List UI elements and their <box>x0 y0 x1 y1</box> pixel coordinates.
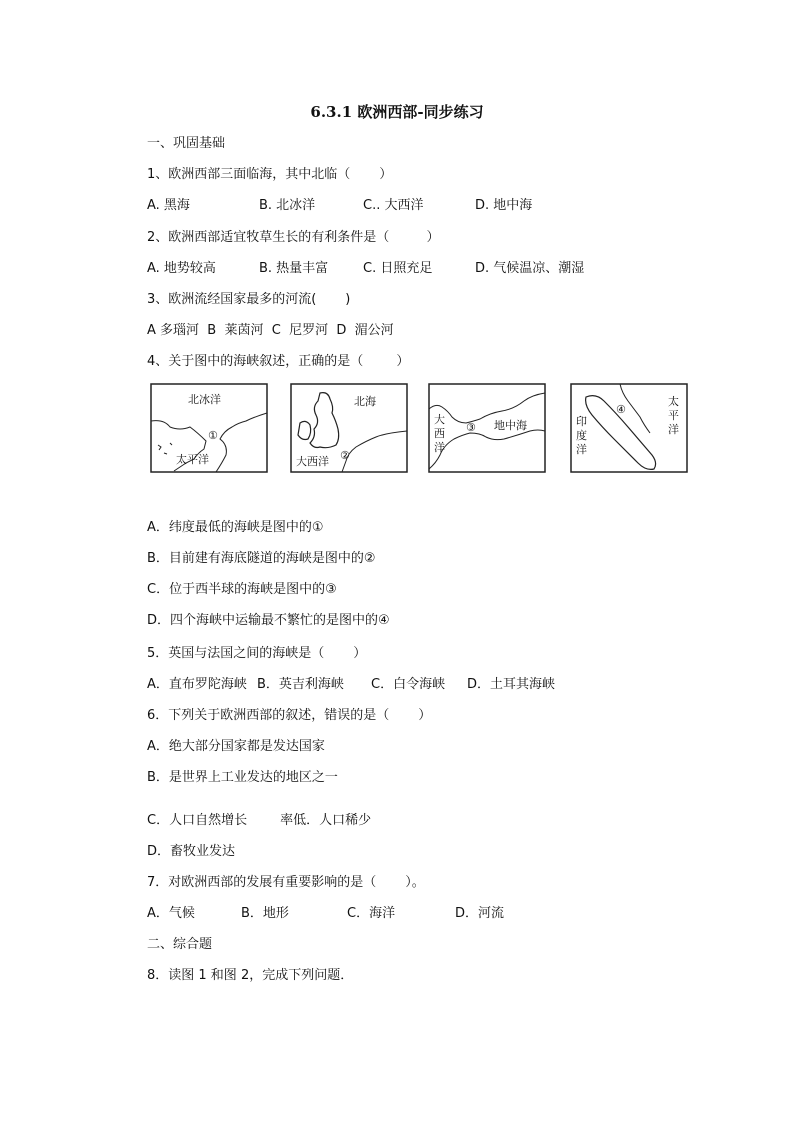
option-b: B. 北冰洋 <box>259 198 316 213</box>
option-b: B. 热量丰富 <box>259 261 329 276</box>
map-1-label-marker: ① <box>208 429 218 442</box>
map-4-label-east-2: 平 <box>668 409 679 422</box>
option-b: B．地形 <box>241 906 289 921</box>
map-malacca-strait <box>570 383 688 473</box>
map-3-label-west-3: 洋 <box>434 441 445 454</box>
map-english-channel <box>290 383 408 473</box>
map-2-label-west: 大西洋 <box>296 455 329 468</box>
question-6-option-b: B．是世界上工业发达的地区之一 <box>147 770 338 785</box>
question-4-option-b: B．目前建有海底隧道的海峡是图中的② <box>147 551 376 566</box>
map-4-label-marker: ④ <box>616 403 626 416</box>
option-d: D. 气候温凉、潮湿 <box>475 261 585 276</box>
option-b: B．英吉利海峡 <box>257 677 344 692</box>
map-2-label-north: 北海 <box>354 395 376 408</box>
option-c: C. 日照充足 <box>363 261 433 276</box>
question-4-option-c: C．位于西半球的海峡是图中的③ <box>147 582 337 597</box>
map-3-label-marker: ③ <box>466 421 476 434</box>
question-6-option-d: D．畜牧业发达 <box>147 844 236 859</box>
map-1-figure <box>150 383 268 473</box>
option-d: D．土耳其海峡 <box>467 677 556 692</box>
section-heading-comprehensive: 二、综合题 <box>147 937 213 952</box>
option-d: D．河流 <box>455 906 505 921</box>
map-bering-strait <box>150 383 268 473</box>
map-4-label-west-2: 度 <box>576 429 587 442</box>
map-2-label-marker: ② <box>340 449 350 462</box>
question-6-stem: 6．下列关于欧洲西部的叙述，错误的是（ ） <box>147 708 432 723</box>
strait-maps <box>150 383 695 477</box>
map-1-label-north: 北冰洋 <box>188 393 221 406</box>
option-a: A．直布罗陀海峡 <box>147 677 247 692</box>
map-4-label-west-3: 洋 <box>576 443 587 456</box>
question-6-option-a: A．绝大部分国家都是发达国家 <box>147 739 325 754</box>
question-3-stem: 3、欧洲流经国家最多的河流( ) <box>147 292 351 307</box>
map-gibraltar-strait <box>428 383 546 473</box>
question-1-stem: 1、欧洲西部三面临海，其中北临（ ） <box>147 167 393 182</box>
question-5-stem: 5．英国与法国之间的海峡是（ ） <box>147 646 367 661</box>
question-3-options: A 多瑙河 B 莱茵河 C 尼罗河 D 湄公河 <box>147 323 394 338</box>
map-3-label-west-2: 西 <box>434 427 445 440</box>
map-3-figure <box>428 383 546 473</box>
question-6-option-c: C．人口自然增长 率低．人口稀少 <box>147 813 372 828</box>
option-a: A. 地势较高 <box>147 261 216 276</box>
map-4-label-east-3: 洋 <box>668 423 679 436</box>
option-c: C.. 大西洋 <box>363 198 424 213</box>
question-4-option-a: A．纬度最低的海峡是图中的① <box>147 520 324 535</box>
map-4-figure <box>570 383 688 473</box>
option-d: D. 地中海 <box>475 198 533 213</box>
question-7-stem: 7．对欧洲西部的发展有重要影响的是（ ）。 <box>147 875 425 890</box>
map-3-label-west-1: 大 <box>434 413 445 426</box>
option-a: A．气候 <box>147 906 195 921</box>
page-title: 6.3.1 欧洲西部-同步练习 <box>310 103 484 121</box>
map-4-label-east-1: 太 <box>668 395 679 408</box>
map-3-label-east: 地中海 <box>494 419 527 432</box>
question-2-stem: 2、欧洲西部适宜牧草生长的有利条件是（ ） <box>147 230 440 245</box>
question-8-stem: 8．读图 1 和图 2，完成下列问题． <box>147 968 354 983</box>
section-heading-basics: 一、巩固基础 <box>147 136 226 151</box>
map-2-figure <box>290 383 408 473</box>
map-4-label-west-1: 印 <box>576 415 587 428</box>
map-1-label-south: 太平洋 <box>176 453 209 466</box>
option-a: A. 黑海 <box>147 198 190 213</box>
option-c: C．海洋 <box>347 906 396 921</box>
question-4-stem: 4、关于图中的海峡叙述，正确的是（ ） <box>147 354 410 369</box>
question-4-option-d: D．四个海峡中运输最不繁忙的是图中的④ <box>147 613 390 628</box>
option-c: C．白令海峡 <box>371 677 446 692</box>
